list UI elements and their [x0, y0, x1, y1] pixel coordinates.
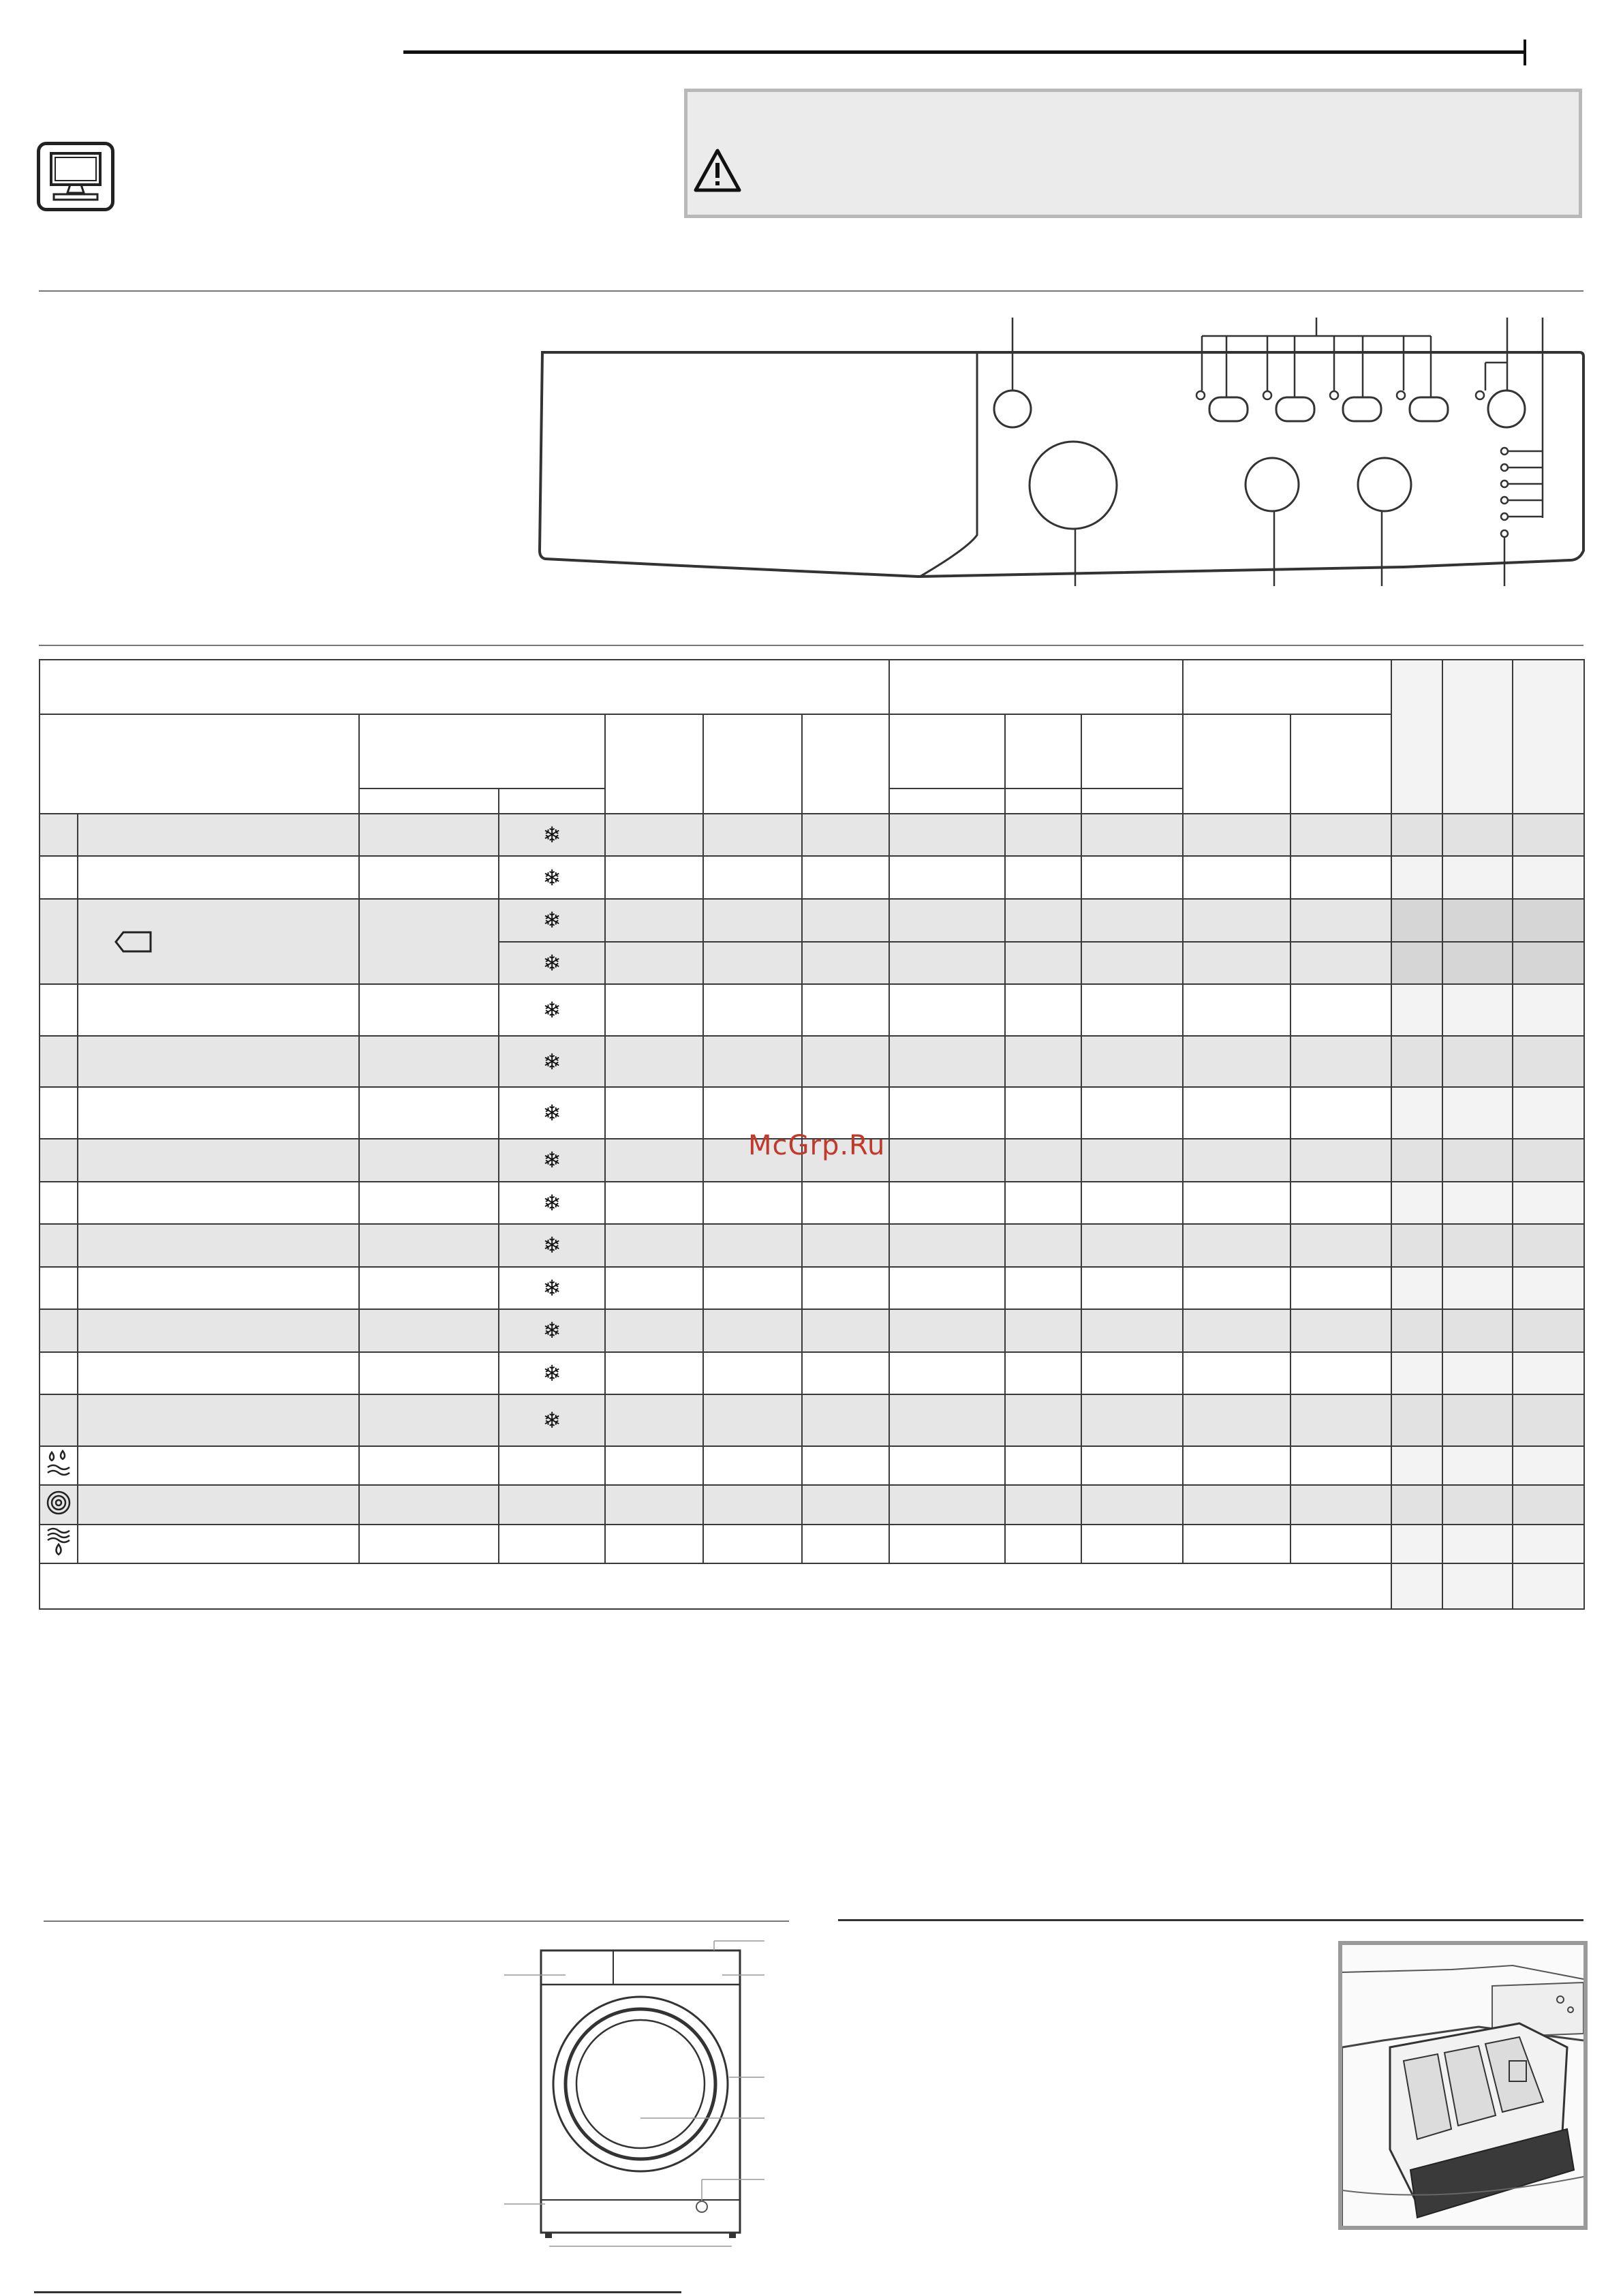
header-cell	[1183, 714, 1290, 814]
table-row	[40, 984, 1584, 1036]
header-cell	[40, 660, 889, 714]
table-row-spin	[40, 1485, 1584, 1524]
table-row	[40, 1036, 1584, 1088]
table-row	[40, 1267, 1584, 1310]
monitor-icon	[37, 142, 114, 211]
section-rule-right	[838, 1919, 1583, 1921]
header-cell	[802, 714, 889, 814]
table-footer-row	[40, 1563, 1584, 1609]
snowflake-icon: ❄	[542, 864, 561, 891]
control-panel-diagram	[531, 310, 1594, 596]
snowflake-icon: ❄	[542, 1407, 561, 1433]
header-cell	[703, 714, 802, 814]
snowflake-icon: ❄	[542, 1048, 561, 1075]
header-cell	[1005, 789, 1081, 814]
table-row	[40, 814, 1584, 857]
table-header-row-2	[40, 714, 1584, 789]
header-cell	[1290, 714, 1391, 814]
table-header-row-1	[40, 660, 1584, 714]
snowflake-icon: ❄	[542, 1232, 561, 1259]
header-cell	[1442, 660, 1513, 814]
table-row	[40, 1352, 1584, 1395]
warning-triangle-icon	[693, 148, 742, 193]
footer-rule	[34, 2291, 681, 2293]
header-cell	[1513, 660, 1584, 814]
header-cell	[359, 714, 605, 789]
section-rule-2	[39, 645, 1583, 646]
table-row	[40, 1182, 1584, 1225]
header-cell	[889, 660, 1183, 714]
header-rule-tick	[1524, 40, 1526, 65]
warning-box	[684, 89, 1582, 218]
rinse-icon	[45, 1448, 72, 1478]
drain-icon	[45, 1527, 72, 1557]
header-cell	[605, 714, 703, 814]
header-cell	[1081, 714, 1183, 789]
snowflake-icon: ❄	[542, 1274, 561, 1301]
header-rule	[403, 50, 1526, 54]
table-row	[40, 1394, 1584, 1446]
washing-machine-diagram	[497, 1929, 770, 2283]
header-cell	[1005, 714, 1081, 789]
header-cell	[359, 789, 499, 814]
header-cell	[499, 789, 605, 814]
table-row-drain	[40, 1525, 1584, 1563]
snowflake-icon: ❄	[542, 907, 561, 934]
table-row	[40, 1309, 1584, 1352]
snowflake-icon: ❄	[542, 1189, 561, 1216]
snowflake-icon: ❄	[542, 1147, 561, 1174]
watermark: McGrp.Ru	[748, 1130, 886, 1161]
header-cell	[40, 714, 359, 814]
header-cell	[889, 789, 1005, 814]
detergent-drawer-image	[1338, 1941, 1588, 2230]
header-cell	[1183, 660, 1391, 714]
table-row-rinse	[40, 1446, 1584, 1485]
section-rule-left	[44, 1920, 789, 1922]
header-cell	[889, 714, 1005, 789]
table-row	[40, 899, 1584, 942]
header-cell	[1391, 660, 1442, 814]
table-row	[40, 1224, 1584, 1267]
snowflake-icon: ❄	[542, 1317, 561, 1344]
snowflake-icon: ❄	[542, 949, 561, 976]
snowflake-icon: ❄	[542, 996, 561, 1023]
snowflake-icon: ❄	[542, 822, 561, 848]
table-row	[40, 856, 1584, 899]
snowflake-icon: ❄	[542, 1360, 561, 1386]
snowflake-icon: ❄	[542, 1100, 561, 1127]
header-cell	[1081, 789, 1183, 814]
spin-icon	[45, 1489, 72, 1516]
section-rule-1	[39, 290, 1583, 292]
label-tag-icon	[114, 930, 153, 953]
